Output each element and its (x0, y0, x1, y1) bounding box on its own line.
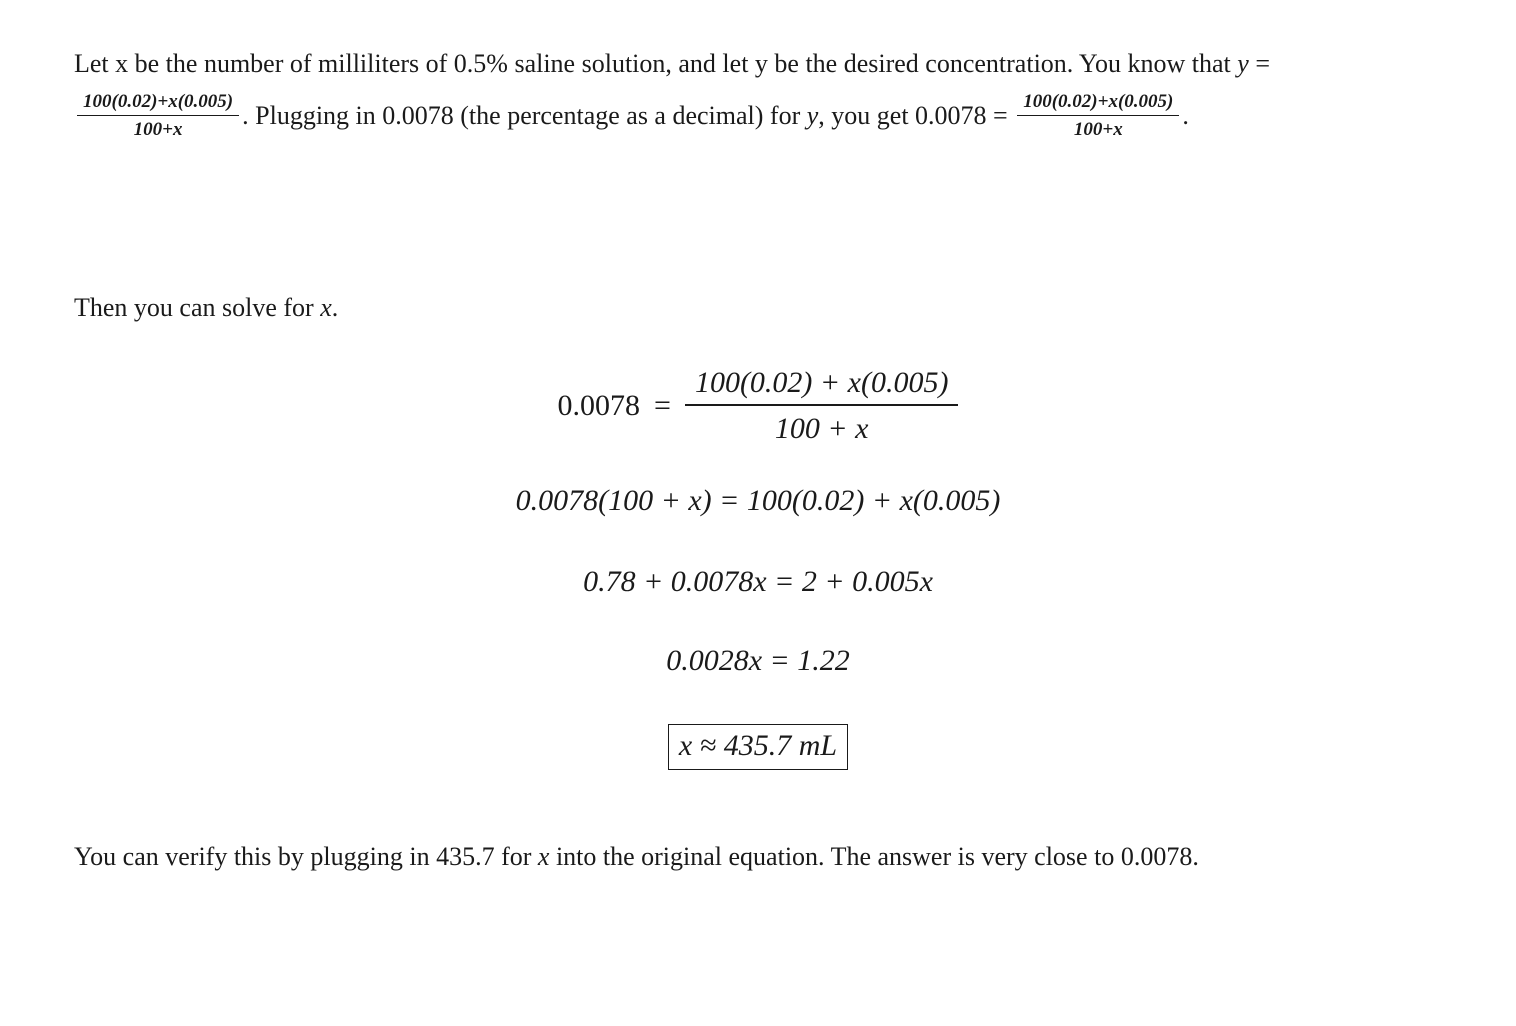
paragraph-solve-text-1: Then you can solve for (74, 293, 321, 322)
paragraph-setup-text-2: . Plugging in 0.0078 (the percentage as a decimal) for (242, 101, 807, 130)
paragraph-setup (74, 38, 1414, 144)
equation-step-1-fraction (685, 366, 959, 446)
equation-step-1-numerator: 100(0.02) + x(0.005) (685, 366, 959, 406)
paragraph-verification-text-2: into the original equation. The answer is very close to 0.0078. (549, 842, 1199, 871)
equation-step-1-denominator: 100 + x (774, 412, 869, 445)
equation-step-1-relation: = (654, 389, 671, 422)
paragraph-setup-text-1: Let x be the number of milliliters of 0.5% saline solution, and let y be the desired concentration. You know that (74, 49, 1238, 78)
inline-fraction-1 (77, 90, 239, 142)
paragraph-solve-prompt (74, 282, 338, 334)
equation-step-4-text: 0.0028x = 1.22 (666, 644, 850, 677)
equation-step-1-lhs: 0.0078 (557, 389, 641, 422)
equation-step-3 (0, 565, 1516, 599)
equation-step-3-text: 0.78 + 0.0078x = 2 + 0.005x (583, 565, 933, 598)
inline-fraction-2 (1017, 90, 1179, 142)
equation-step-1-line (558, 366, 959, 446)
variable-y-2: y (806, 101, 819, 130)
equals-sign-1: = (1248, 49, 1270, 78)
inline-fraction-1-numerator: 100(0.02)+x(0.005) (77, 90, 239, 116)
paragraph-setup-text-3: , you get 0.0078 = (818, 101, 1015, 130)
equation-step-1 (0, 366, 1516, 446)
paragraph-setup-text-4: . (1182, 101, 1189, 130)
equation-step-2 (0, 484, 1516, 518)
variable-x: x (320, 293, 332, 322)
answer-box: x ≈ 435.7 mL (668, 724, 848, 770)
variable-y: y (1237, 49, 1249, 78)
inline-fraction-2-numerator: 100(0.02)+x(0.005) (1017, 90, 1179, 116)
paragraph-verification-text-1: You can verify this by plugging in 435.7 for (74, 842, 538, 871)
paragraph-verification (74, 838, 1404, 876)
inline-fraction-2-denominator: 100+x (1073, 119, 1123, 141)
equation-answer (0, 724, 1516, 770)
equation-step-4 (0, 644, 1516, 678)
variable-x-2: x (537, 842, 550, 871)
paragraph-solve-text-2: . (331, 293, 339, 322)
equation-step-2-text: 0.0078(100 + x) = 100(0.02) + x(0.005) (515, 484, 1001, 517)
inline-fraction-1-denominator: 100+x (133, 119, 183, 141)
